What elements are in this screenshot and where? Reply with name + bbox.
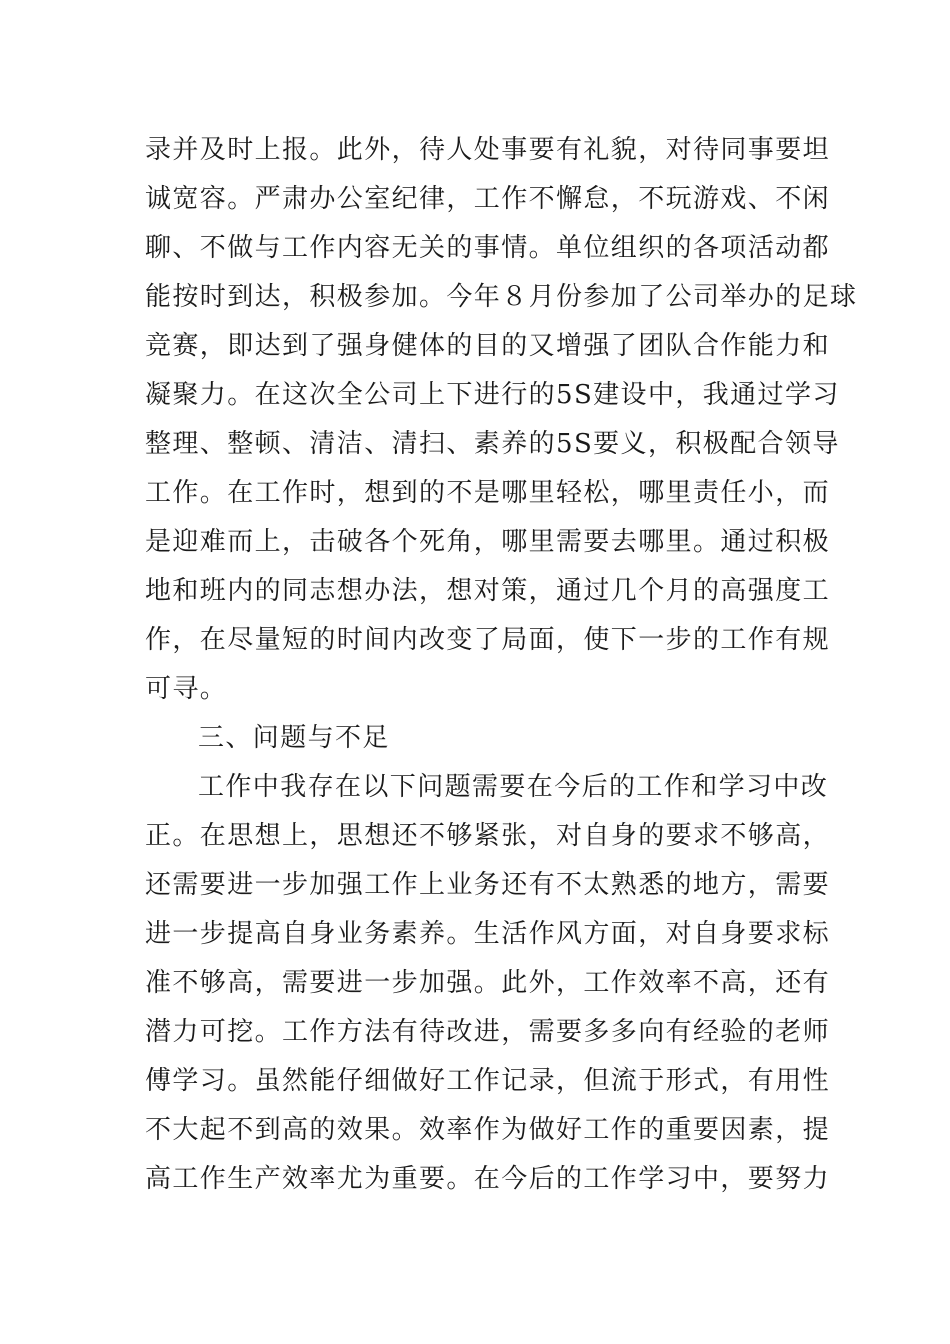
text-line: 是迎难而上，击破各个死角，哪里需要去哪里。通过积极 — [145, 527, 831, 557]
text-line: 工作中我存在以下问题需要在今后的工作和学习中改 — [198, 772, 829, 802]
text-line: 准不够高，需要进一步加强。此外，工作效率不高，还有 — [145, 968, 831, 998]
text-line: 正。在思想上，思想还不够紧张，对自身的要求不够高， — [145, 821, 831, 851]
text-line: 整理、整顿、清洁、清扫、素养的5S要义，积极配合领导 — [145, 429, 840, 459]
text-line: 能按时到达，积极参加。今年８月份参加了公司举办的足球 — [145, 282, 858, 312]
text-line: 工作。在工作时，想到的不是哪里轻松，哪里责任小，而 — [145, 478, 831, 508]
text-line: 凝聚力。在这次全公司上下进行的5S建设中，我通过学习 — [145, 380, 840, 410]
text-line: 作，在尽量短的时间内改变了局面，使下一步的工作有规 — [145, 625, 831, 655]
text-line: 诚宽容。严肃办公室纪律，工作不懈怠，不玩游戏、不闲 — [145, 184, 831, 214]
text-line: 傅学习。虽然能仔细做好工作记录，但流于形式，有用性 — [145, 1066, 831, 1096]
text-line: 聊、不做与工作内容无关的事情。单位组织的各项活动都 — [145, 233, 831, 263]
text-line: 地和班内的同志想办法，想对策，通过几个月的高强度工 — [145, 576, 831, 606]
text-line: 不大起不到高的效果。效率作为做好工作的重要因素，提 — [145, 1115, 831, 1145]
text-line: 高工作生产效率尤为重要。在今后的工作学习中，要努力 — [145, 1164, 831, 1194]
text-line: 进一步提高自身业务素养。生活作风方面，对自身要求标 — [145, 919, 831, 949]
section-heading: 三、问题与不足 — [198, 723, 390, 753]
text-line: 竞赛，即达到了强身健体的目的又增强了团队合作能力和 — [145, 331, 831, 361]
text-line: 潜力可挖。工作方法有待改进，需要多多向有经验的老师 — [145, 1017, 831, 1047]
text-line: 还需要进一步加强工作上业务还有不太熟悉的地方，需要 — [145, 870, 831, 900]
text-line: 可寻。 — [145, 674, 228, 704]
text-line: 录并及时上报。此外，待人处事要有礼貌，对待同事要坦 — [145, 135, 831, 165]
